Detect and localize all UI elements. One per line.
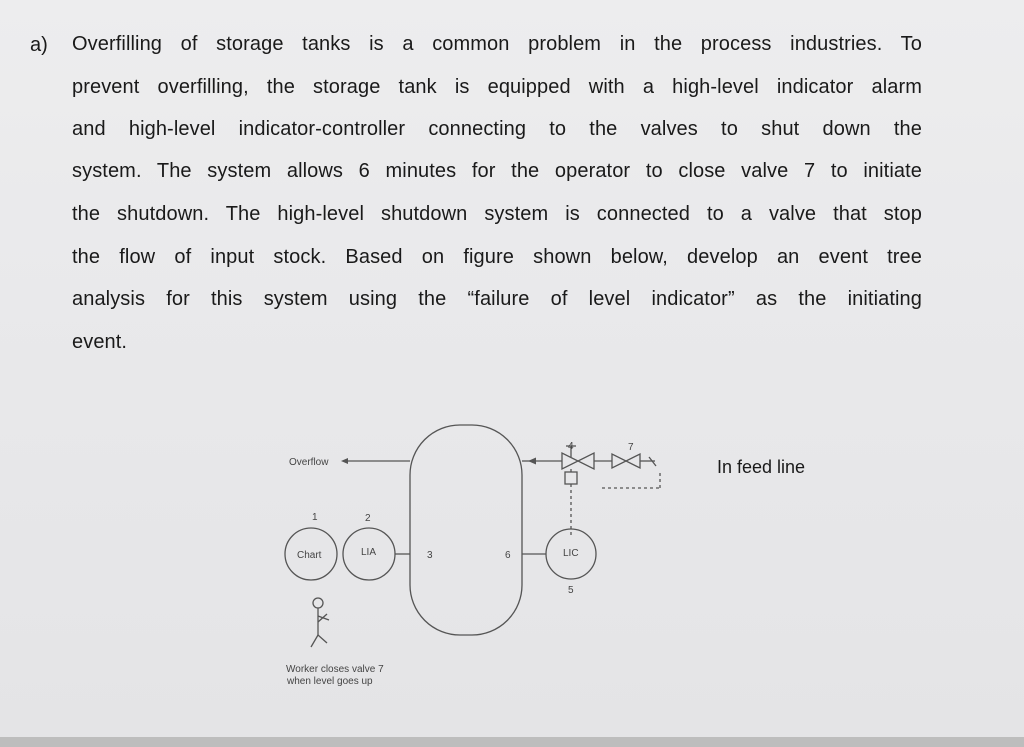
label-6: 6	[505, 550, 511, 561]
overflow-arrow	[341, 458, 348, 464]
label-5: 5	[568, 585, 574, 596]
question-label: a)	[30, 34, 48, 56]
overflow-label: Overflow	[289, 457, 329, 468]
worker-caption-line-2: when level goes up	[287, 676, 373, 687]
question-line-6: the flow of input stock. Based on figure shown below, develop an event tree	[72, 246, 922, 268]
valve-4-icon	[562, 453, 578, 469]
worker-caption-line-1: Worker closes valve 7	[286, 664, 384, 675]
lic-label: LIC	[563, 548, 579, 559]
in-feed-line-label: In feed line	[717, 457, 806, 477]
question-line-1: Overfilling of storage tanks is a common problem in the process industries. To	[72, 33, 922, 55]
label-7: 7	[628, 442, 634, 453]
question-line-8: event.	[72, 331, 128, 353]
question-line-4: system. The system allows 6 minutes for the operator to close valve 7 to initiate	[72, 160, 922, 182]
feed-arrow	[528, 458, 536, 465]
valve-7-icon	[612, 454, 626, 468]
question-line-7: analysis for this system using the “failure of level indicator” as the initiating	[72, 288, 922, 310]
worker-head	[313, 598, 323, 608]
lia-label: LIA	[361, 547, 377, 558]
label-1: 1	[312, 512, 318, 523]
storage-tank	[410, 425, 522, 635]
chart-label: Chart	[297, 550, 322, 561]
valve-actuator	[565, 472, 577, 484]
question-line-3: and high-level indicator-controller connecting to the valves to shut down the	[72, 118, 922, 140]
question-line-5: the shutdown. The high-level shutdown system is connected to a valve that stop	[72, 203, 922, 225]
label-3: 3	[427, 550, 433, 561]
bottom-edge	[0, 737, 1024, 747]
label-4: 4	[568, 441, 574, 452]
question-line-2: prevent overfilling, the storage tank is equipped with a high-level indicator alarm	[72, 76, 922, 98]
label-2: 2	[365, 513, 371, 524]
